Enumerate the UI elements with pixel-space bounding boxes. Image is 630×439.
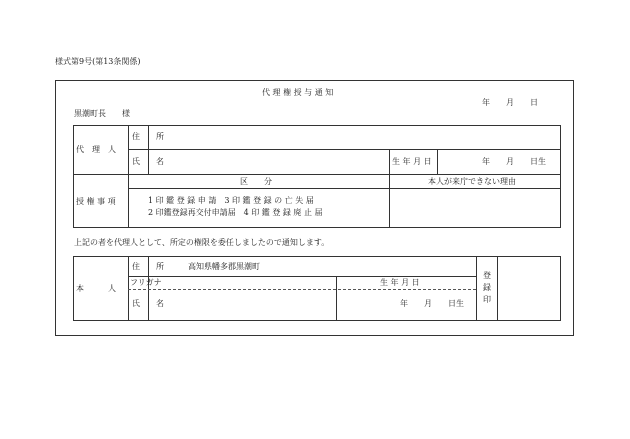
agent-name-field[interactable] — [150, 151, 386, 171]
authority-items-line-2[interactable]: 2 印鑑登録再交付申請届 4 印 鑑 登 録 廃 止 届 — [148, 208, 323, 217]
form-number: 様式第9号(第13条関係) — [55, 57, 141, 66]
form-title: 代 理 権 授 与 通 知 — [262, 88, 334, 97]
principal-birth-field[interactable]: 年 月 日生 — [400, 299, 464, 308]
reason-field[interactable] — [391, 190, 559, 226]
furigana-field[interactable] — [150, 277, 334, 288]
date-field: 年 月 日 — [482, 98, 538, 107]
principal-section-label: 本 人 — [76, 284, 116, 293]
seal-label-1: 登 — [483, 271, 491, 280]
principal-birth-label: 生 年 月 日 — [380, 278, 420, 287]
delegation-statement: 上記の者を代理人として、所定の権限を委任しましたので通知します。 — [74, 238, 330, 247]
principal-address-label: 住 所 — [132, 262, 164, 271]
authority-items-line-1[interactable]: 1 印 鑑 登 録 申 請 3 印 鑑 登 録 の 亡 失 届 — [148, 196, 314, 205]
seal-label-2: 録 — [483, 283, 491, 292]
agent-address-label: 住 所 — [132, 132, 164, 141]
seal-label-3: 印 — [483, 295, 491, 304]
agent-address-field[interactable] — [150, 127, 558, 147]
agent-name-label: 氏 名 — [132, 157, 164, 166]
principal-name-label: 氏 名 — [132, 299, 164, 308]
authority-section-label: 授 権 事 項 — [76, 197, 116, 206]
agent-birth-label: 生 年 月 日 — [392, 157, 432, 166]
agent-section-label: 代 理 人 — [76, 145, 116, 154]
reason-header: 本人が来庁できない理由 — [428, 177, 516, 186]
furigana-label: フリガナ — [130, 278, 162, 287]
category-header: 区 分 — [240, 177, 272, 186]
registered-seal-box[interactable] — [499, 258, 559, 319]
agent-birth-field[interactable]: 年 月 日生 — [482, 157, 546, 166]
principal-address-field[interactable]: 高知県幡多郡黒潮町 — [188, 262, 260, 271]
principal-name-field[interactable] — [150, 291, 334, 319]
recipient: 黒潮町長 様 — [74, 109, 130, 118]
